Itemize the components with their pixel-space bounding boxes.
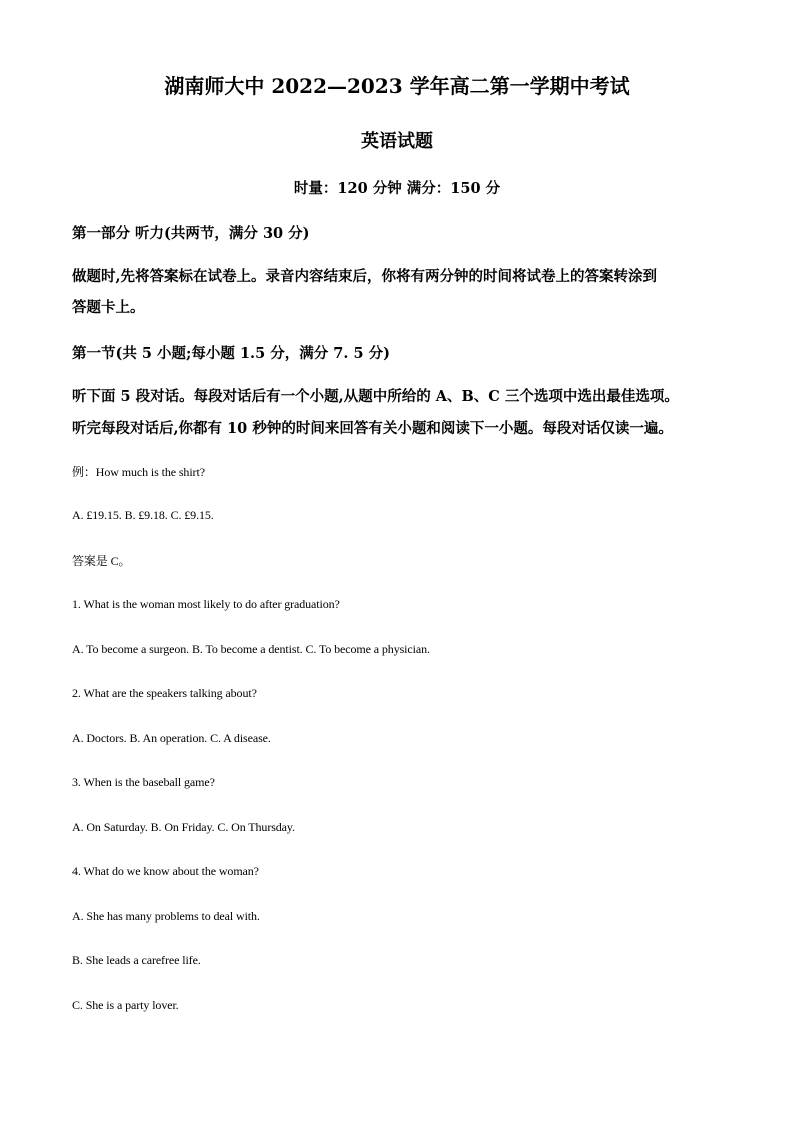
part1-instruction-line2: 答题卡上。 [72, 299, 145, 316]
question-1: 1. What is the woman most likely to do after graduation? [72, 597, 340, 611]
subject-title: 英语试题 [361, 131, 433, 152]
example-answer: 答案是 C。 [72, 554, 131, 568]
question-3-options: A. On Saturday. B. On Friday. C. On Thursday. [72, 820, 295, 834]
question-2-options: A. Doctors. B. An operation. C. A disease. [72, 731, 271, 745]
section1-heading: 第一节(共 5 小题;每小题 1.5 分，满分 7. 5 分) [72, 345, 390, 362]
section1-instruction-line1: 听下面 5 段对话。每段对话后有一个小题,从题中所给的 A、B、C 三个选项中选出最佳选项。 [72, 388, 679, 405]
question-2: 2. What are the speakers talking about? [72, 686, 257, 700]
exam-meta: 时量：120 分钟 满分：150 分 [293, 180, 501, 197]
example-options: A. £19.15. B. £9.18. C. £9.15. [72, 508, 214, 522]
section1-instruction-line2: 听完每段对话后,你都有 10 秒钟的时间来回答有关小题和阅读下一小题。每段对话仅读一遍。 [72, 420, 673, 437]
exam-title: 湖南师大中 2022—2023 学年高二第一学期中考试 [164, 74, 630, 98]
question-3: 3. When is the baseball game? [72, 775, 215, 789]
question-1-options: A. To become a surgeon. B. To become a dentist. C. To become a physician. [72, 642, 430, 656]
part1-heading: 第一部分 听力(共两节，满分 30 分) [72, 225, 310, 242]
question-4-option-c: C. She is a party lover. [72, 998, 179, 1012]
question-4-option-a: A. She has many problems to deal with. [72, 909, 260, 923]
part1-instruction-line1: 做题时,先将答案标在试卷上。录音内容结束后，你将有两分钟的时间将试卷上的答案转涂到 [72, 268, 658, 285]
example-question: 例：How much is the shirt? [72, 465, 205, 479]
question-4: 4. What do we know about the woman? [72, 864, 259, 878]
question-4-option-b: B. She leads a carefree life. [72, 953, 201, 967]
